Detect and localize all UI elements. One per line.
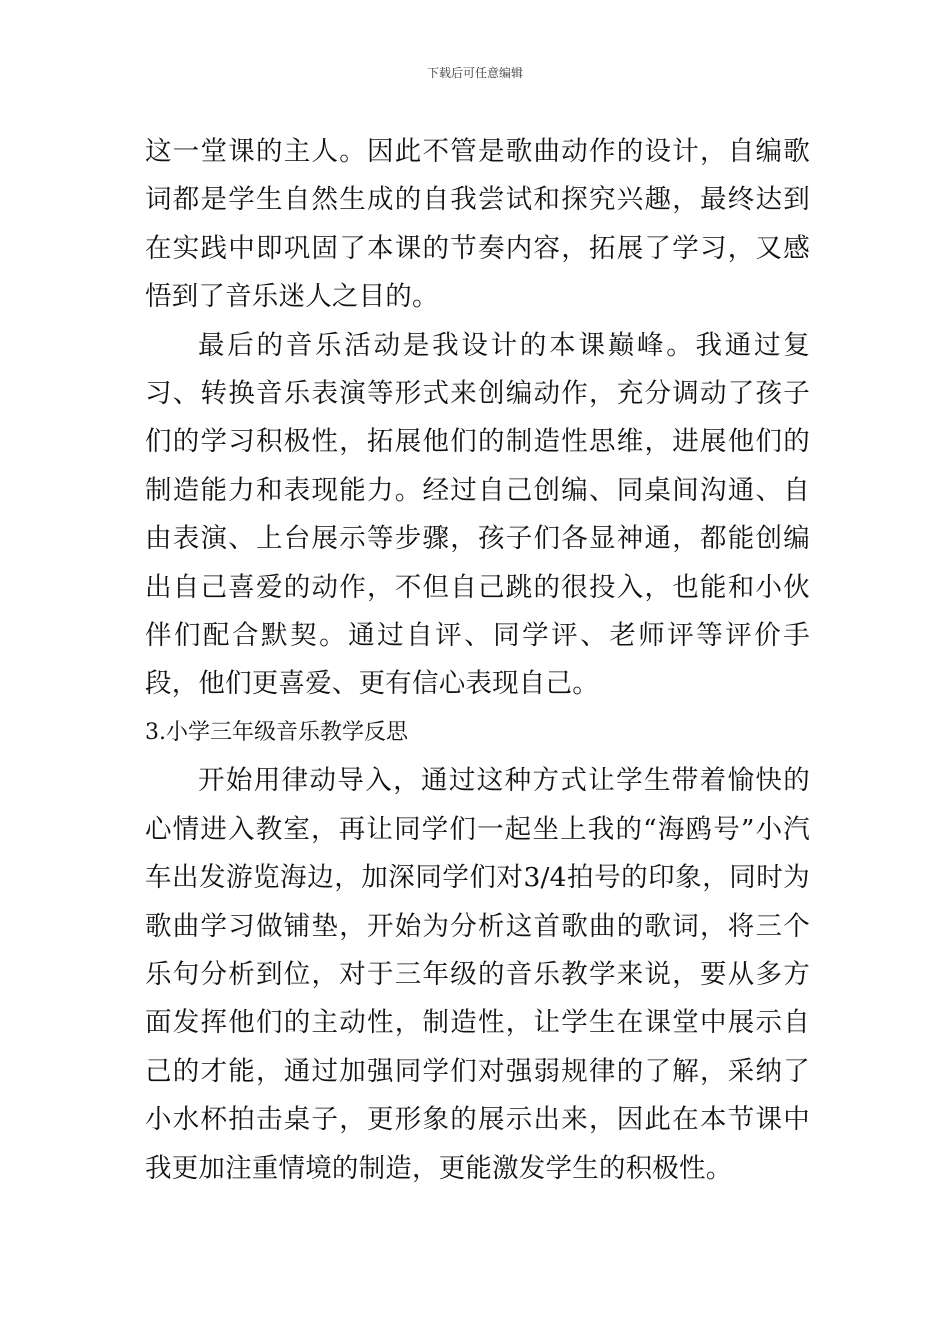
paragraph-music-activity: 最后的音乐活动是我设计的本课巅峰。我通过复习、转换音乐表演等形式来创编动作，充分调动了孩子们的学习积极性，拓展他们的制造性思维，进展他们的制造能力和表现能力。经过自己创编、同桌间沟通、自由表演、上台展示等步骤，孩子们各显神通，都能创编出自己喜爱的动作，不但自己跳的很投入，也能和小伙伴们配合默契。通过自评、同学评、老师评等评价手段，他们更喜爱、更有信心表现自己。 <box>145 329 810 700</box>
paragraph-reflection: 开始用律动导入，通过这种方式让学生带着愉快的心情进入教室，再让同学们一起坐上我的“海鸥号”小汽车出发游览海边，加深同学们对3/4拍号的印象，同时为歌曲学习做铺垫，开始为分析这首歌曲的歌词，将三个乐句分析到位，对于三年级的音乐教学来说，要从多方面发挥他们的主动性，制造性，让学生在课堂中展示自己的才能，通过加强同学们对强弱规律的了解，采纳了小水杯拍击桌子，更形象的展示出来，因此在本节课中我更加注重情境的制造，更能激发学生的积极性。 <box>145 765 810 1184</box>
document-body <box>145 128 810 1193</box>
page-header: 下载后可任意编辑 <box>426 66 523 80</box>
section-heading: 3.小学三年级音乐教学反思 <box>145 719 408 745</box>
paragraph-continuation: 这一堂课的主人。因此不管是歌曲动作的设计，自编歌词都是学生自然生成的自我尝试和探究兴趣，最终达到在实践中即巩固了本课的节奏内容，拓展了学习，又感悟到了音乐迷人之目的。 <box>145 136 810 313</box>
